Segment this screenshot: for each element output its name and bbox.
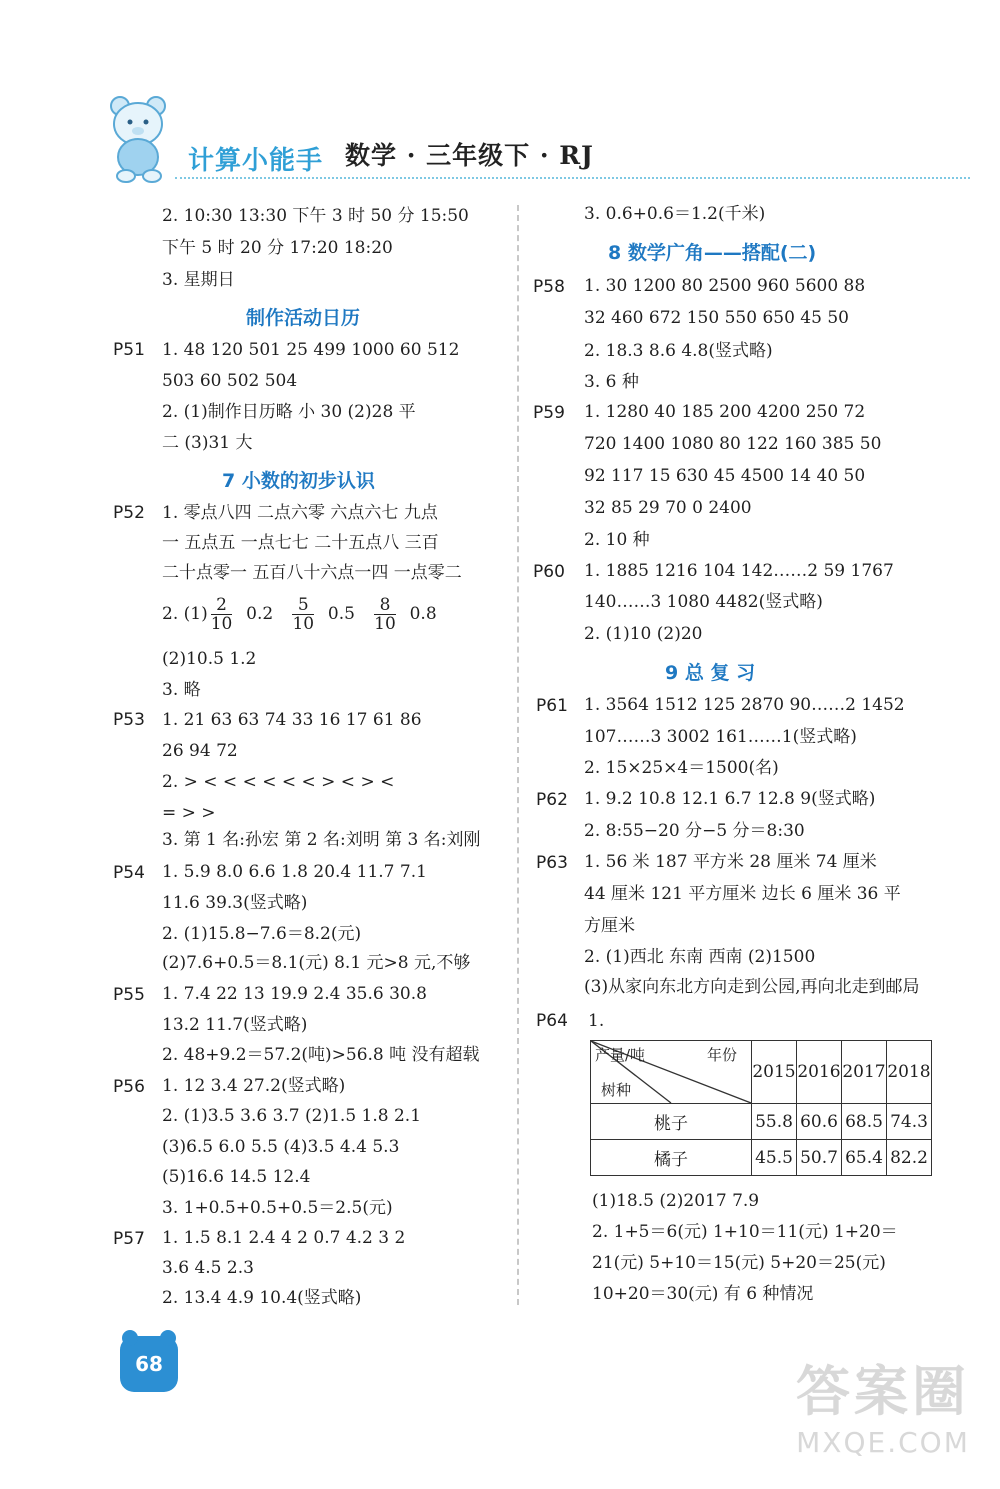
table-cell: 50.7 [797,1140,842,1176]
table-header-cell: 2018 [887,1041,932,1104]
text-line: (5)16.6 14.5 12.4 [162,1167,311,1187]
table-cell: 74.3 [887,1104,932,1140]
text-span: 0.2 [246,604,274,624]
text-line: 1. 3564 1512 125 2870 90……2 1452 [584,695,905,715]
text-line: 二十点零一 五百八十六点一四 一点零二 [162,563,462,583]
fraction [211,596,233,633]
text-span: 2. (1) [162,604,208,624]
page-label: P63 [536,853,568,873]
text-line: 720 1400 1080 80 122 160 385 50 [584,434,882,454]
text-line: 140……3 1080 4482(竖式略) [584,592,823,612]
text-line: 1. 30 1200 80 2500 960 5600 88 [584,276,866,296]
text-line: 1. 零点八四 二点六零 六点六七 九点 [162,503,438,523]
fraction-denominator: 10 [292,614,315,634]
text-line: 1. 9.2 10.8 12.1 6.7 12.8 9(竖式略) [584,789,876,809]
table-header-cell: 2017 [842,1041,887,1104]
text-line: 一 五点五 一点七七 二十五点八 三百 [162,533,439,553]
text-line: 92 117 15 630 45 4500 14 40 50 [584,466,866,486]
bear-mascot-logo [98,92,178,184]
text-line: 503 60 502 504 [162,371,298,391]
text-line: 2. 18.3 8.6 4.8(竖式略) [584,341,773,361]
text-line: 1. 5.9 8.0 6.6 1.8 20.4 11.7 7.1 [162,862,427,882]
page-label: P62 [536,790,568,810]
text-line: 26 94 72 [162,741,238,761]
text-line: 方厘米 [584,916,635,936]
table-cell: 45.5 [752,1140,797,1176]
text-line: 1. 1.5 8.1 2.4 4 2 0.7 4.2 3 2 [162,1228,406,1248]
subject-title: 数学 · 三年级下 · RJ [345,141,594,170]
fraction [374,596,396,633]
fraction-numerator: 5 [292,596,314,615]
fraction-denominator: 10 [374,614,396,634]
text-line: 2. 48+9.2＝57.2(吨)>56.8 吨 没有超载 [162,1045,480,1065]
column-divider [517,205,519,1305]
text-line: 10+20＝30(元) 有 6 种情况 [592,1284,814,1304]
text-line: 2. 13.4 4.9 10.4(竖式略) [162,1288,362,1308]
page-label: P51 [113,340,145,360]
text-line: 2. (1)10 (2)20 [584,624,703,644]
section-heading: 制作活动日历 [246,307,361,329]
page-label: P59 [533,403,565,423]
table-row-label: 橘子 [591,1140,752,1176]
page-label: P55 [113,985,145,1005]
text-line: 3.6 4.5 2.3 [162,1258,254,1278]
text-line: 13.2 11.7(竖式略) [162,1015,308,1035]
watermark [796,1349,970,1459]
text-line: (3)6.5 6.0 5.5 (4)3.5 4.4 5.3 [162,1137,400,1157]
text-line: 1. 56 米 187 平方米 28 厘米 74 厘米 [584,852,877,872]
table-header-cell: 2016 [797,1041,842,1104]
text-line: 2. 10:30 13:30 下午 3 时 50 分 15:50 [162,206,469,226]
section-heading: 8 数学广角——搭配(二) [608,242,817,264]
header-divider [175,177,970,179]
watermark-logo-text: 答案圈 [796,1360,970,1423]
text-line: 107……3 3002 161……1(竖式略) [584,727,857,747]
fraction-denominator: 10 [210,614,233,634]
page-label: P60 [533,562,565,582]
text-line: 21(元) 5+10＝15(元) 5+20＝25(元) [592,1253,886,1273]
table-corner-right: 年份 [706,1046,737,1064]
text-line: 3. 0.6+0.6＝1.2(千米) [584,204,766,224]
page-label: P56 [113,1077,145,1097]
table-cell: 82.2 [887,1140,932,1176]
table-cell: 65.4 [842,1140,887,1176]
text-line: 1. 7.4 22 13 19.9 2.4 35.6 30.8 [162,984,427,1004]
text-line: 44 厘米 121 平方厘米 边长 6 厘米 36 平 [584,884,901,904]
text-line: 3. 第 1 名:孙宏 第 2 名:刘明 第 3 名:刘刚 [162,830,481,850]
table-corner-bottom: 树种 [601,1081,632,1099]
text-line: 1. 12 3.4 27.2(竖式略) [162,1076,346,1096]
page-label: P58 [533,277,565,297]
text-line: (2)7.6+0.5＝8.1(元) 8.1 元>8 元,不够 [162,953,471,973]
text-line: 3. 略 [162,680,201,700]
page-label: P64 [536,1011,568,1031]
text-line: 2. 1+5＝6(元) 1+10＝11(元) 1+20＝ [592,1222,898,1242]
text-line: 2. 8:55−20 分−5 分＝8:30 [584,821,805,841]
text-line: 3. 6 种 [584,372,639,392]
text-line: 1. 48 120 501 25 499 1000 60 512 [162,340,460,360]
table-cell: 55.8 [752,1104,797,1140]
table-row [591,1140,932,1176]
table-corner-cell [591,1041,752,1104]
text-line: 32 85 29 70 0 2400 [584,498,752,518]
text-line: 32 460 672 150 550 650 45 50 [584,308,849,328]
fraction-numerator: 2 [211,596,233,615]
text-line: 1. 21 63 63 74 33 16 17 61 86 [162,710,422,730]
brand-title: 计算小能手 [188,146,324,176]
fraction-numerator: 8 [374,596,396,615]
text-line: (3)从家向东北方向走到公园,再向北走到邮局 [584,977,920,997]
table-corner-top: 产量/吨 [595,1046,646,1064]
text-line: 2. (1)制作日历略 小 30 (2)28 平 [162,402,416,422]
text-line: = > > [162,803,216,823]
text-line: 2. (1)3.5 3.6 3.7 (2)1.5 1.8 2.1 [162,1106,422,1126]
text-line: 2. > < < < < < < > < > < [162,772,395,792]
table-header-cell: 2015 [752,1041,797,1104]
text-line: 11.6 39.3(竖式略) [162,893,308,913]
text-line: 二 (3)31 大 [162,433,253,453]
section-heading: 7 小数的初步认识 [222,470,375,492]
text-line: 1. 1280 40 185 200 4200 250 72 [584,402,866,422]
table-row-label: 桃子 [591,1104,752,1140]
section-heading: 9 总 复 习 [665,662,756,684]
fraction-line [162,594,437,634]
text-line: 2. 15×25×4＝1500(名) [584,758,779,778]
text-line: 2. (1)西北 东南 西南 (2)1500 [584,947,816,967]
text-span: 0.8 [409,604,437,624]
page-number-badge: 68 [120,1336,178,1392]
page-label: P57 [113,1229,145,1249]
fraction [292,596,314,633]
text-line: 下午 5 时 20 分 17:20 18:20 [162,238,393,258]
watermark-url: MXQE.COM [796,1426,970,1459]
text-line: 2. 10 种 [584,530,650,550]
text-line: 1. [588,1011,605,1031]
table-cell: 60.6 [797,1104,842,1140]
text-line: 3. 星期日 [162,270,235,290]
text-line: 3. 1+0.5+0.5+0.5＝2.5(元) [162,1198,393,1218]
table-cell: 68.5 [842,1104,887,1140]
table-row [591,1104,932,1140]
text-line: (2)10.5 1.2 [162,649,257,669]
text-line: (1)18.5 (2)2017 7.9 [592,1191,760,1211]
text-line: 1. 1885 1216 104 142……2 59 1767 [584,561,894,581]
page-label: P53 [113,710,145,730]
page-label: P54 [113,863,145,883]
yield-table [590,1040,932,1176]
text-span: 0.5 [327,604,355,624]
page-label: P52 [113,503,145,523]
text-line: 2. (1)15.8−7.6＝8.2(元) [162,924,362,944]
page-label: P61 [536,696,568,716]
